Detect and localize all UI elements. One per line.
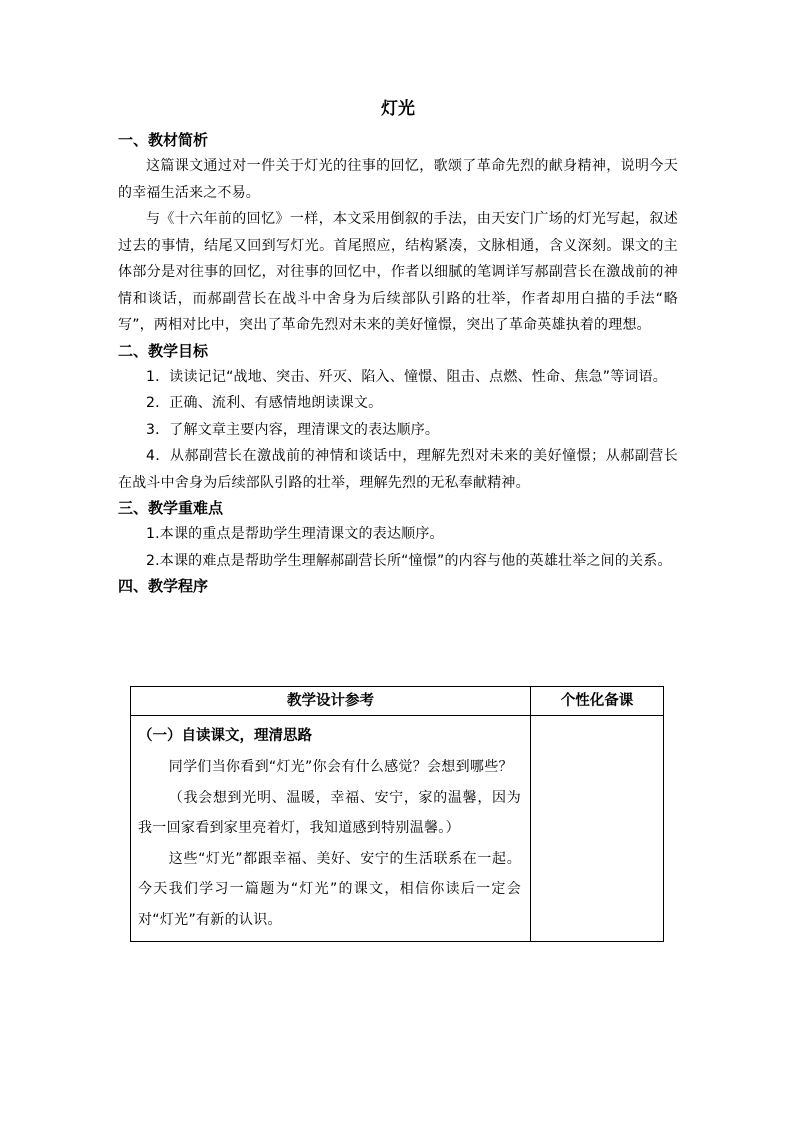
analysis-paragraph-1: 这篇课文通过对一件关于灯光的往事的回忆，歌颂了革命先烈的献身精神，说明今天的幸福生活来之不易。 (118, 158, 678, 201)
step-paragraph-1: 同学们当你看到“灯光”你会有什么感觉？会想到哪些？ (168, 759, 513, 775)
table-header-row (131, 687, 664, 716)
document-page (118, 96, 678, 928)
analysis-paragraph-2: 与《十六年前的回忆》一样，本文采用倒叙的手法，由天安门广场的灯光写起，叙述过去的事情，结尾又回到写灯光。首尾照应，结构紧凑，文脉相通，含义深刻。课文的主体部分是对往事的回忆，对往事的回忆中，作者以细腻的笔调详写郝副营长在激战前的神情和谈话，而郝副营长在战斗中舍身为后续部队引路的壮举，作者却用白描的手法“略写”，两相对比中，突出了革命先烈对未来的美好憧憬，突出了革命英雄执着的理想。 (118, 211, 678, 333)
step-paragraph-3: 这些“灯光”都跟幸福、美好、安宁的生活联系在一起。今天我们学习一篇题为“灯光”的课文，相信你读后一定会对“灯光”有新的认识。 (138, 850, 521, 928)
step-heading: （一）自读课文，理清思路 (138, 728, 312, 744)
objective-item-2: 2．正确、流利、有感情地朗读课文。 (146, 395, 383, 411)
table-row (131, 716, 664, 942)
section-heading-analysis: 一、教材简析 (118, 131, 209, 149)
personalized-prep-cell (531, 716, 664, 942)
design-reference-cell (131, 716, 531, 942)
key-point-item-2: 2.本课的难点是帮助学生理解郝副营长所“憧憬”的内容与他的英雄壮举之间的关系。 (146, 552, 672, 569)
header-personalized-prep: 个性化备课 (531, 687, 664, 716)
objective-item-3: 3．了解文章主要内容，理清课文的表达顺序。 (146, 421, 440, 438)
objective-item-1: 1．读读记记“战地、突击、歼灭、陷入、憧憬、阻击、点燃、性命、焦急”等词语。 (146, 368, 668, 385)
section-heading-procedure: 四、教学程序 (118, 577, 209, 595)
document-title: 灯光 (381, 99, 415, 119)
lesson-plan-table (130, 686, 664, 942)
objective-item-4: 4．从郝副营长在激战前的神情和谈话中，理解先烈对未来的美好憧憬；从郝副营长在战斗中舍身为后续部队引路的壮举，理解先烈的无私奉献精神。 (118, 448, 678, 491)
section-heading-objectives: 二、教学目标 (118, 341, 209, 360)
step-paragraph-2: （我会想到光明、温暖，幸福、安宁，家的温馨，因为我一回家看到家里亮着灯，我知道感到特别温馨。） (138, 789, 521, 836)
section-heading-key-points: 三、教学重难点 (118, 499, 224, 517)
header-design-reference: 教学设计参考 (131, 687, 531, 716)
key-point-item-1: 1.本课的重点是帮助学生理清课文的表达顺序。 (146, 526, 444, 542)
